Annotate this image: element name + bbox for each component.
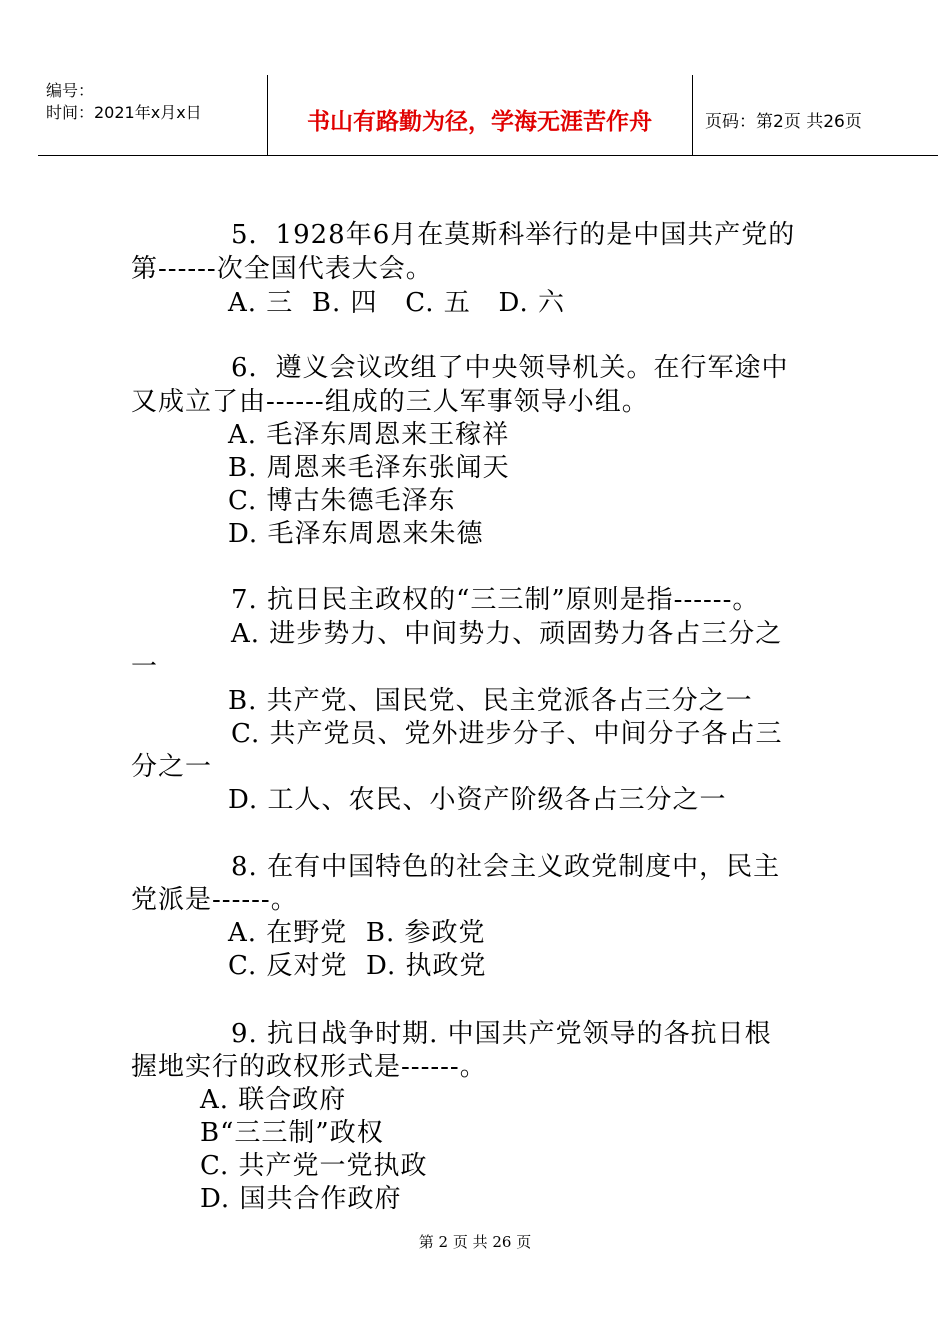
date-label: 时间：2021年x月x日 <box>46 103 202 122</box>
q8-stem-line-1: 8. 在有中国特色的社会主义政党制度中，民主 <box>231 852 781 882</box>
header-motto: 书山有路勤为径，学海无涯苦作舟 <box>307 109 652 135</box>
q7-option-b: B. 共产党、国民党、民主党派各占三分之一 <box>228 686 753 716</box>
serial-label: 编号： <box>46 81 95 100</box>
q6-option-a: A. 毛泽东周恩来王稼祥 <box>228 420 510 450</box>
q6-option-c: C. 博古朱德毛泽东 <box>228 486 456 516</box>
q9-stem-line-1: 9. 抗日战争时期. 中国共产党领导的各抗日根 <box>231 1019 772 1049</box>
page-header <box>38 75 938 156</box>
q7-option-d: D. 工人、农民、小资产阶级各占三分之一 <box>228 785 727 815</box>
q9-option-b: B“三三制”政权 <box>200 1118 384 1148</box>
header-page-code: 页码：第2页 共26页 <box>705 112 862 132</box>
q7-stem: 7. 抗日民主政权的“三三制”原则是指------。 <box>231 585 760 615</box>
q7-option-c: C. 共产党员、党外进步分子、中间分子各占三 <box>231 719 783 749</box>
q6-stem-line-1: 6．遵义会议改组了中央领导机关。在行军途中 <box>231 353 789 383</box>
q6-option-b: B. 周恩来毛泽东张闻天 <box>228 453 510 483</box>
q9-option-a: A. 联合政府 <box>200 1085 347 1115</box>
q8-stem-line-2: 党派是------。 <box>131 885 298 915</box>
q9-option-c: C. 共产党一党执政 <box>200 1151 428 1181</box>
q5-options: A. 三 B. 四 C. 五 D. 六 <box>228 288 566 318</box>
q6-stem-line-2: 又成立了由------组成的三人军事领导小组。 <box>131 387 649 417</box>
q7-option-a: A. 进步势力、中间势力、顽固势力各占三分之 <box>231 619 783 649</box>
header-divider <box>692 75 693 155</box>
page-footer: 第 2 页 共 26 页 <box>418 1233 532 1251</box>
q9-option-d: D. 国共合作政府 <box>200 1184 402 1214</box>
q6-option-d: D. 毛泽东周恩来朱德 <box>228 519 484 549</box>
q8-options-cd: C. 反对党 D. 执政党 <box>228 951 487 981</box>
q5-stem-line-2: 第------次全国代表大会。 <box>131 254 433 284</box>
q8-options-ab: A. 在野党 B. 参政党 <box>228 918 486 948</box>
q9-stem-line-2: 握地实行的政权形式是------。 <box>131 1052 487 1082</box>
q5-stem-line-1: 5．1928年6月在莫斯科举行的是中国共产党的 <box>231 220 796 250</box>
q7-option-c-cont: 分之一 <box>131 752 213 782</box>
q7-option-a-cont: 一 <box>131 652 159 682</box>
header-meta <box>46 80 202 124</box>
